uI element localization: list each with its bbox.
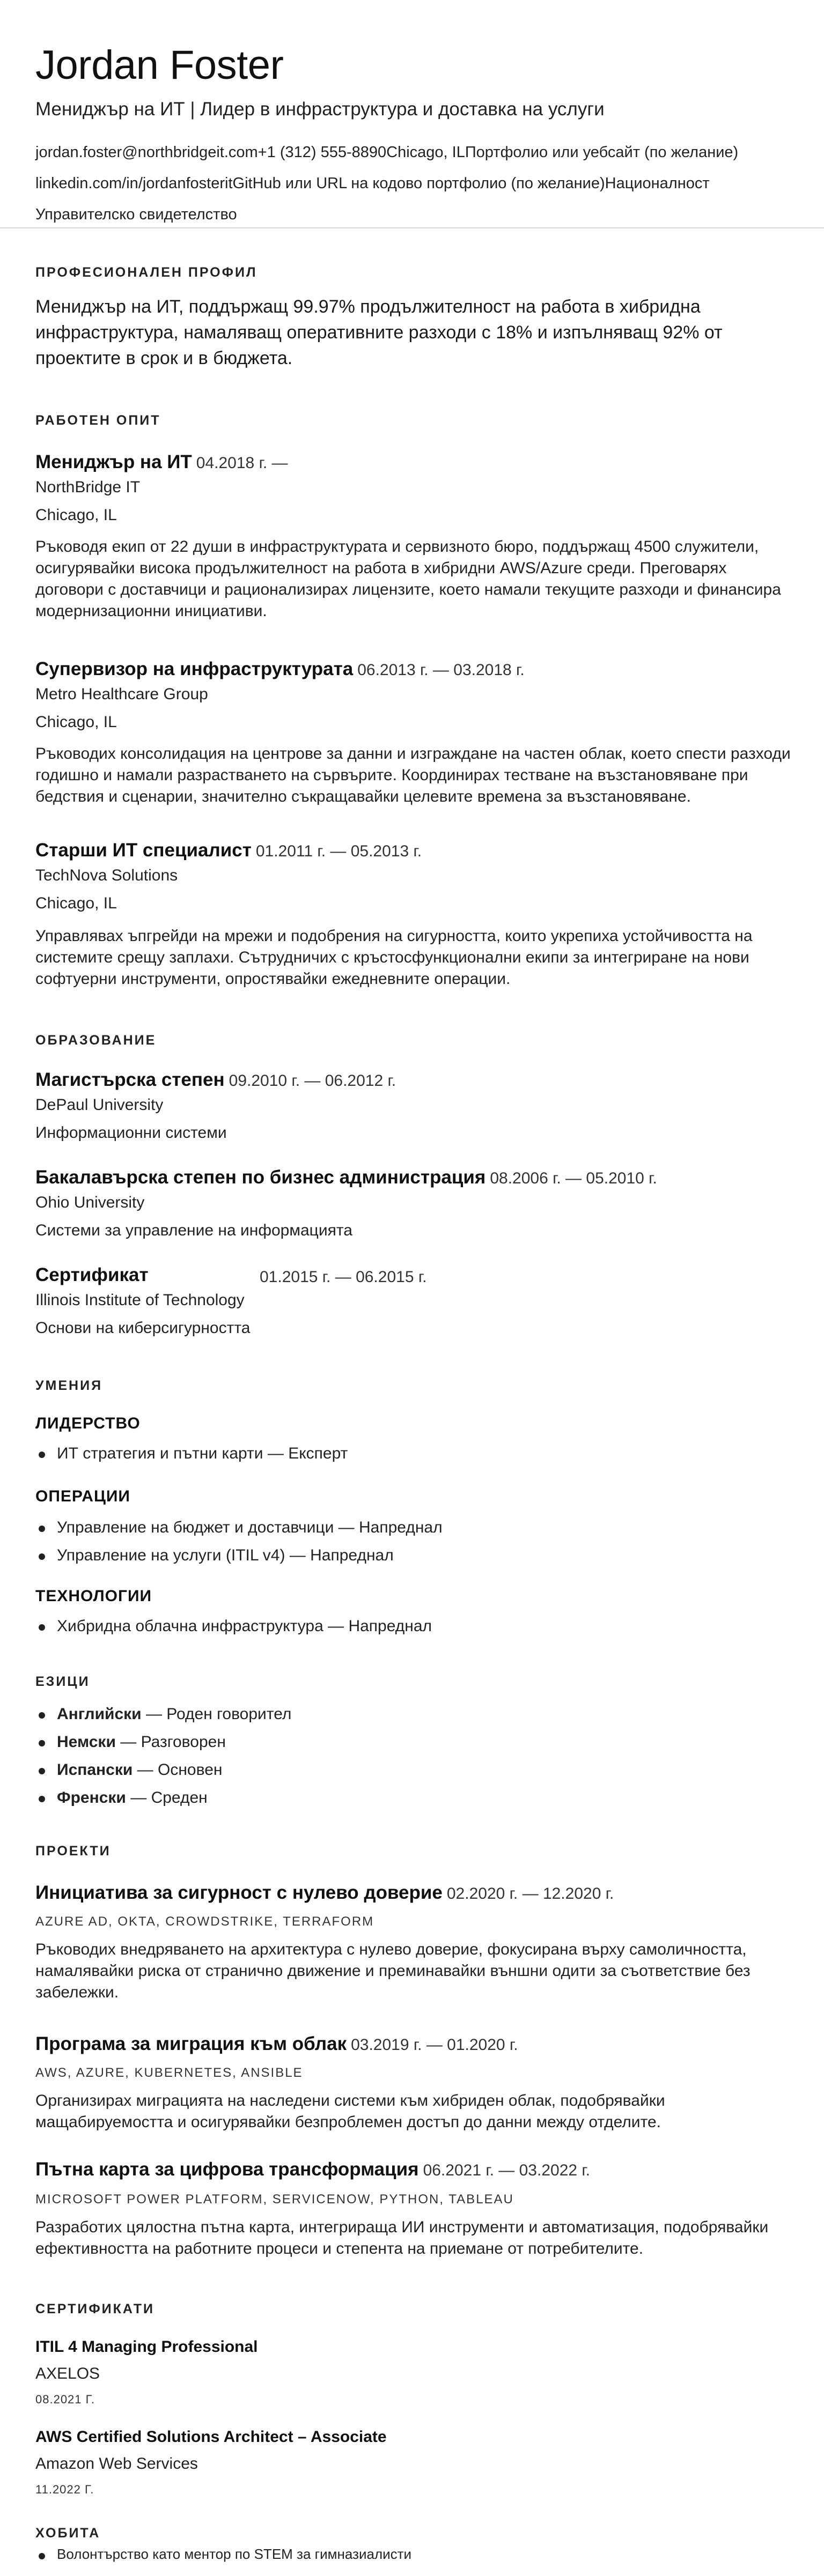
experience-role (35, 451, 288, 473)
skill-category: ОПЕРАЦИИ (35, 1487, 130, 1505)
language-name: Английски (57, 1705, 142, 1723)
section-title-skills: УМЕНИЯ (35, 1378, 103, 1393)
project-description: Ръководих внедряването на архитектура с нулево доверие, фокусирана върху самоличността, намалявайки риска от странично движение и преминавайки външни одити за съответствие без забележки. (35, 1941, 751, 2001)
experience-company: Metro Healthcare Group (35, 685, 208, 703)
contact-line-email-phone-location: jordan.foster@northbridgeit.com+1 (312) 555-8890Chicago, ILПортфолио или уебсайт (по желание) (35, 144, 739, 161)
education-degree-title: Сертификат (35, 1264, 149, 1285)
project-dates: 03.2019 г. — 01.2020 г. (351, 2036, 518, 2054)
profile-summary: Мениджър на ИТ, поддържащ 99.97% продължителност на работа в хибридна инфраструктура, намаляващ оперативните разходи с 18% и изпълняващ 92% от проектите в срок и в бюджета. (35, 297, 723, 368)
skill-item: Хибридна облачна инфраструктура — Напреднал (57, 1617, 432, 1635)
experience-role-title: Супервизор на инфраструктурата (35, 658, 354, 679)
education-field: Основи на киберсигурността (35, 1319, 251, 1337)
experience-location: Chicago, IL (35, 894, 117, 912)
education-degree (35, 1069, 396, 1091)
experience-company: NorthBridge IT (35, 478, 141, 496)
language-name: Немски (57, 1733, 116, 1751)
language-name: Испански (57, 1761, 133, 1779)
project-technologies: MICROSOFT POWER PLATFORM, SERVICENOW, PYTHON, TABLEAU (35, 2192, 514, 2207)
education-dates: 01.2015 г. — 06.2015 г. (260, 1268, 427, 1286)
experience-dates: 01.2011 г. — 05.2013 г. (255, 842, 422, 860)
certificate-issuer: Amazon Web Services (35, 2455, 198, 2473)
education-dates: 08.2006 г. — 05.2010 г. (490, 1169, 657, 1187)
project-title (35, 1882, 614, 1904)
section-title-profile: ПРОФЕСИОНАЛЕН ПРОФИЛ (35, 265, 258, 280)
education-dates: 09.2010 г. — 06.2012 г. (229, 1072, 396, 1090)
section-title-hobbies: ХОБИТА (35, 2526, 101, 2541)
header-divider (0, 227, 824, 228)
certificate-date: 11.2022 Г. (35, 2483, 94, 2496)
experience-role-title: Мениджър на ИТ (35, 451, 192, 472)
experience-description: Управлявах ъпгрейди на мрежи и подобрения на сигурността, които укрепиха устойчивостта на системите срещу заплахи. Сътрудничих с кръстосфункционални екипи за интегриране на нови софтуерни инструменти, опростявайки ежедневните операции. (35, 927, 753, 988)
experience-description: Ръководя екип от 22 души в инфраструктурата и сервизното бюро, поддържащ 4500 служители, осигурявайки висока продължителност на работа в хибридни AWS/Azure среди. Преговарях договори с доставчици и рационализирах лицензите, което намали текущите разходи и финансира модернизационни инициативи. (35, 538, 781, 620)
education-degree-title: Магистърска степен (35, 1069, 225, 1090)
language-name: Френски (57, 1789, 126, 1807)
project-name: Програма за миграция към облак (35, 2033, 347, 2054)
project-technologies: AZURE AD, OKTA, CROWDSTRIKE, TERRAFORM (35, 1914, 374, 1929)
certificate-issuer: AXELOS (35, 2365, 100, 2382)
language-level: — Разговорен (120, 1733, 226, 1751)
project-dates: 02.2020 г. — 12.2020 г. (446, 1885, 614, 1903)
language-level: — Роден говорител (145, 1705, 292, 1723)
language-item (57, 1761, 222, 1779)
education-school: Illinois Institute of Technology (35, 1291, 245, 1309)
section-title-education: ОБРАЗОВАНИЕ (35, 1033, 157, 1048)
education-school: Ohio University (35, 1194, 145, 1211)
hobby-item: Волонтърство като ментор по STEM за гимназиалисти (57, 2546, 412, 2562)
language-level: — Основен (137, 1761, 223, 1779)
project-name: Пътна карта за цифрова трансформация (35, 2159, 419, 2180)
certificate-name: AWS Certified Solutions Architect – Associate (35, 2428, 387, 2446)
section-title-experience: РАБОТЕН ОПИТ (35, 413, 161, 428)
experience-role (35, 840, 422, 861)
contact-line-license: Управителско свидетелство (35, 206, 237, 223)
candidate-headline: Мениджър на ИТ | Лидер в инфраструктура и доставка на услуги (35, 99, 605, 120)
project-description: Организирах миграцията на наследени системи към хибриден облак, подобрявайки мащабируемостта и осигурявайки безпроблемен достъп до данни между отделите. (35, 2092, 665, 2131)
experience-role-title: Старши ИТ специалист (35, 840, 252, 861)
certificate-date: 08.2021 Г. (35, 2393, 95, 2406)
project-dates: 06.2021 г. — 03.2022 г. (423, 2162, 591, 2179)
project-title (35, 2033, 518, 2055)
candidate-name: Jordan Foster (35, 42, 284, 88)
section-title-languages: ЕЗИЦИ (35, 1674, 90, 1689)
experience-description: Ръководих консолидация на центрове за данни и изграждане на частен облак, което спести разходи годишно и намали разрастването на сървърите. Координирах тестване на възстановяване при бедствия и сценарии, значително съкращавайки целевите времена за възстановяване. (35, 745, 791, 805)
experience-dates: 06.2013 г. — 03.2018 г. (357, 661, 525, 679)
skill-item: Управление на услуги (ITIL v4) — Напреднал (57, 1546, 394, 1564)
contact-line-links: linkedin.com/in/jordanfosteritGitHub или URL на кодово портфолио (по желание)Националност (35, 175, 710, 192)
language-item (57, 1789, 208, 1807)
skill-item: ИТ стратегия и пътни карти — Експерт (57, 1445, 348, 1462)
education-degree (35, 1167, 657, 1188)
education-field: Системи за управление на информацията (35, 1222, 352, 1239)
experience-location: Chicago, IL (35, 713, 117, 731)
experience-location: Chicago, IL (35, 506, 117, 524)
education-school: DePaul University (35, 1096, 164, 1114)
education-degree-title: Бакалавърска степен по бизнес администрация (35, 1167, 486, 1188)
project-title (35, 2159, 590, 2180)
skill-category: ТЕХНОЛОГИИ (35, 1587, 152, 1605)
project-name: Инициатива за сигурност с нулево доверие (35, 1882, 443, 1903)
experience-company: TechNova Solutions (35, 867, 178, 884)
certificate-name: ITIL 4 Managing Professional (35, 2338, 258, 2356)
education-degree-dates (260, 1265, 426, 1287)
project-description: Разработих цялостна пътна карта, интегрираща ИИ инструменти и автоматизация, подобрявайки ефективността на работните процеси и степента на приемане от потребителите. (35, 2218, 769, 2257)
experience-role (35, 658, 525, 680)
experience-dates: 04.2018 г. — (196, 454, 288, 472)
language-item (57, 1705, 291, 1723)
education-field: Информационни системи (35, 1124, 227, 1142)
language-item (57, 1733, 226, 1751)
section-title-projects: ПРОЕКТИ (35, 1844, 111, 1859)
skill-category: ЛИДЕРСТВО (35, 1415, 141, 1432)
project-technologies: AWS, AZURE, KUBERNETES, ANSIBLE (35, 2066, 303, 2080)
language-level: — Среден (130, 1789, 208, 1807)
section-title-certificates: СЕРТИФИКАТИ (35, 2301, 154, 2316)
skill-item: Управление на бюджет и доставчици — Напреднал (57, 1519, 443, 1536)
